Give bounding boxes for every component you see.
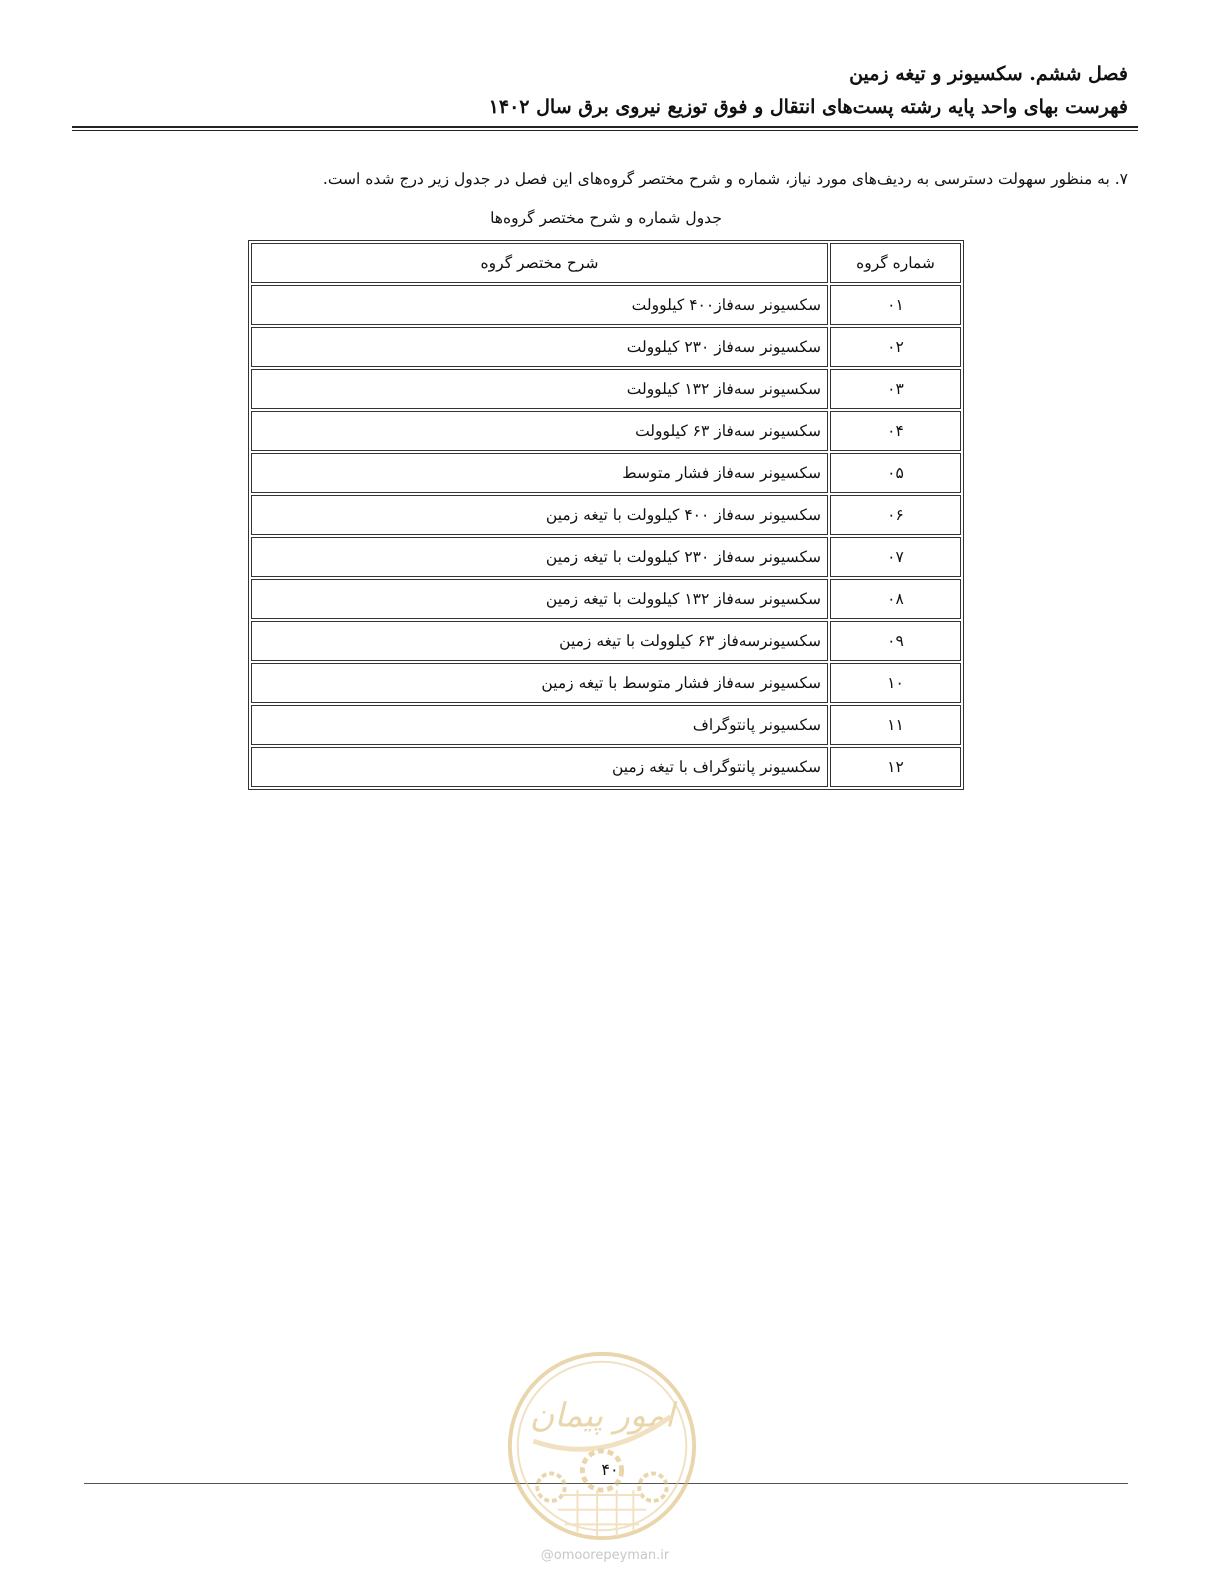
table-row <box>251 663 961 703</box>
group-description-cell: سکسیونر سه‌فاز ۲۳۰ کیلوولت <box>251 327 828 367</box>
table-row <box>251 453 961 493</box>
table-header-row <box>251 243 961 283</box>
group-number-cell: ۰۵ <box>830 453 961 493</box>
page-header <box>72 58 1128 124</box>
header-divider <box>72 126 1138 131</box>
group-description-cell: سکسیونر سه‌فاز ۱۳۲ کیلوولت با تیغه زمین <box>251 579 828 619</box>
table-row <box>251 285 961 325</box>
header-group-number: شماره گروه <box>830 243 961 283</box>
group-description-cell: سکسیونر پانتوگراف با تیغه زمین <box>251 747 828 787</box>
group-description-cell: سکسیونر سه‌فاز ۱۳۲ کیلوولت <box>251 369 828 409</box>
table-row <box>251 327 961 367</box>
group-number-cell: ۰۱ <box>830 285 961 325</box>
document-title: فهرست بهای واحد پایه رشته پست‌های انتقال و فوق توزیع نیروی برق سال ۱۴۰۲ <box>488 96 1128 118</box>
groups-table <box>248 240 964 790</box>
table-row <box>251 369 961 409</box>
table-body <box>251 285 961 787</box>
watermark-site: @omoorepeyman.ir <box>540 1548 670 1563</box>
watermark-logo-icon <box>504 1348 700 1544</box>
table-row <box>251 537 961 577</box>
group-description-cell: سکسیونر سه‌فاز فشار متوسط <box>251 453 828 493</box>
table-row <box>251 747 961 787</box>
watermark-text: امور پیمان <box>529 1395 675 1435</box>
group-description-cell: سکسیونر سه‌فاز۴۰۰ کیلوولت <box>251 285 828 325</box>
group-number-cell: ۰۴ <box>830 411 961 451</box>
group-number-cell: ۰۲ <box>830 327 961 367</box>
intro-paragraph: ۷. به منظور سهولت دسترسی به ردیف‌های مورد نیاز، شماره و شرح مختصر گروه‌های این فصل در جدول زیر درج شده است. <box>322 170 1128 188</box>
header-group-description: شرح مختصر گروه <box>251 243 828 283</box>
group-number-cell: ۰۶ <box>830 495 961 535</box>
group-number-cell: ۰۸ <box>830 579 961 619</box>
table-row <box>251 705 961 745</box>
page-number: ۴۰ <box>601 1460 619 1479</box>
group-number-cell: ۱۰ <box>830 663 961 703</box>
table-row <box>251 579 961 619</box>
table-row <box>251 411 961 451</box>
group-number-cell: ۱۲ <box>830 747 961 787</box>
table-row <box>251 495 961 535</box>
group-description-cell: سکسیونر سه‌فاز ۲۳۰ کیلوولت با تیغه زمین <box>251 537 828 577</box>
chapter-title: فصل ششم. سکسیونر و تیغه زمین <box>849 63 1128 85</box>
group-number-cell: ۱۱ <box>830 705 961 745</box>
group-number-cell: ۰۳ <box>830 369 961 409</box>
group-description-cell: سکسیونر سه‌فاز ۴۰۰ کیلوولت با تیغه زمین <box>251 495 828 535</box>
group-description-cell: سکسیونرسه‌فاز ۶۳ کیلوولت با تیغه زمین <box>251 621 828 661</box>
table-row <box>251 621 961 661</box>
group-number-cell: ۰۹ <box>830 621 961 661</box>
group-description-cell: سکسیونر سه‌فاز فشار متوسط با تیغه زمین <box>251 663 828 703</box>
group-description-cell: سکسیونر پانتوگراف <box>251 705 828 745</box>
group-number-cell: ۰۷ <box>830 537 961 577</box>
table-caption: جدول شماره و شرح مختصر گروه‌ها <box>490 209 722 227</box>
group-description-cell: سکسیونر سه‌فاز ۶۳ کیلوولت <box>251 411 828 451</box>
